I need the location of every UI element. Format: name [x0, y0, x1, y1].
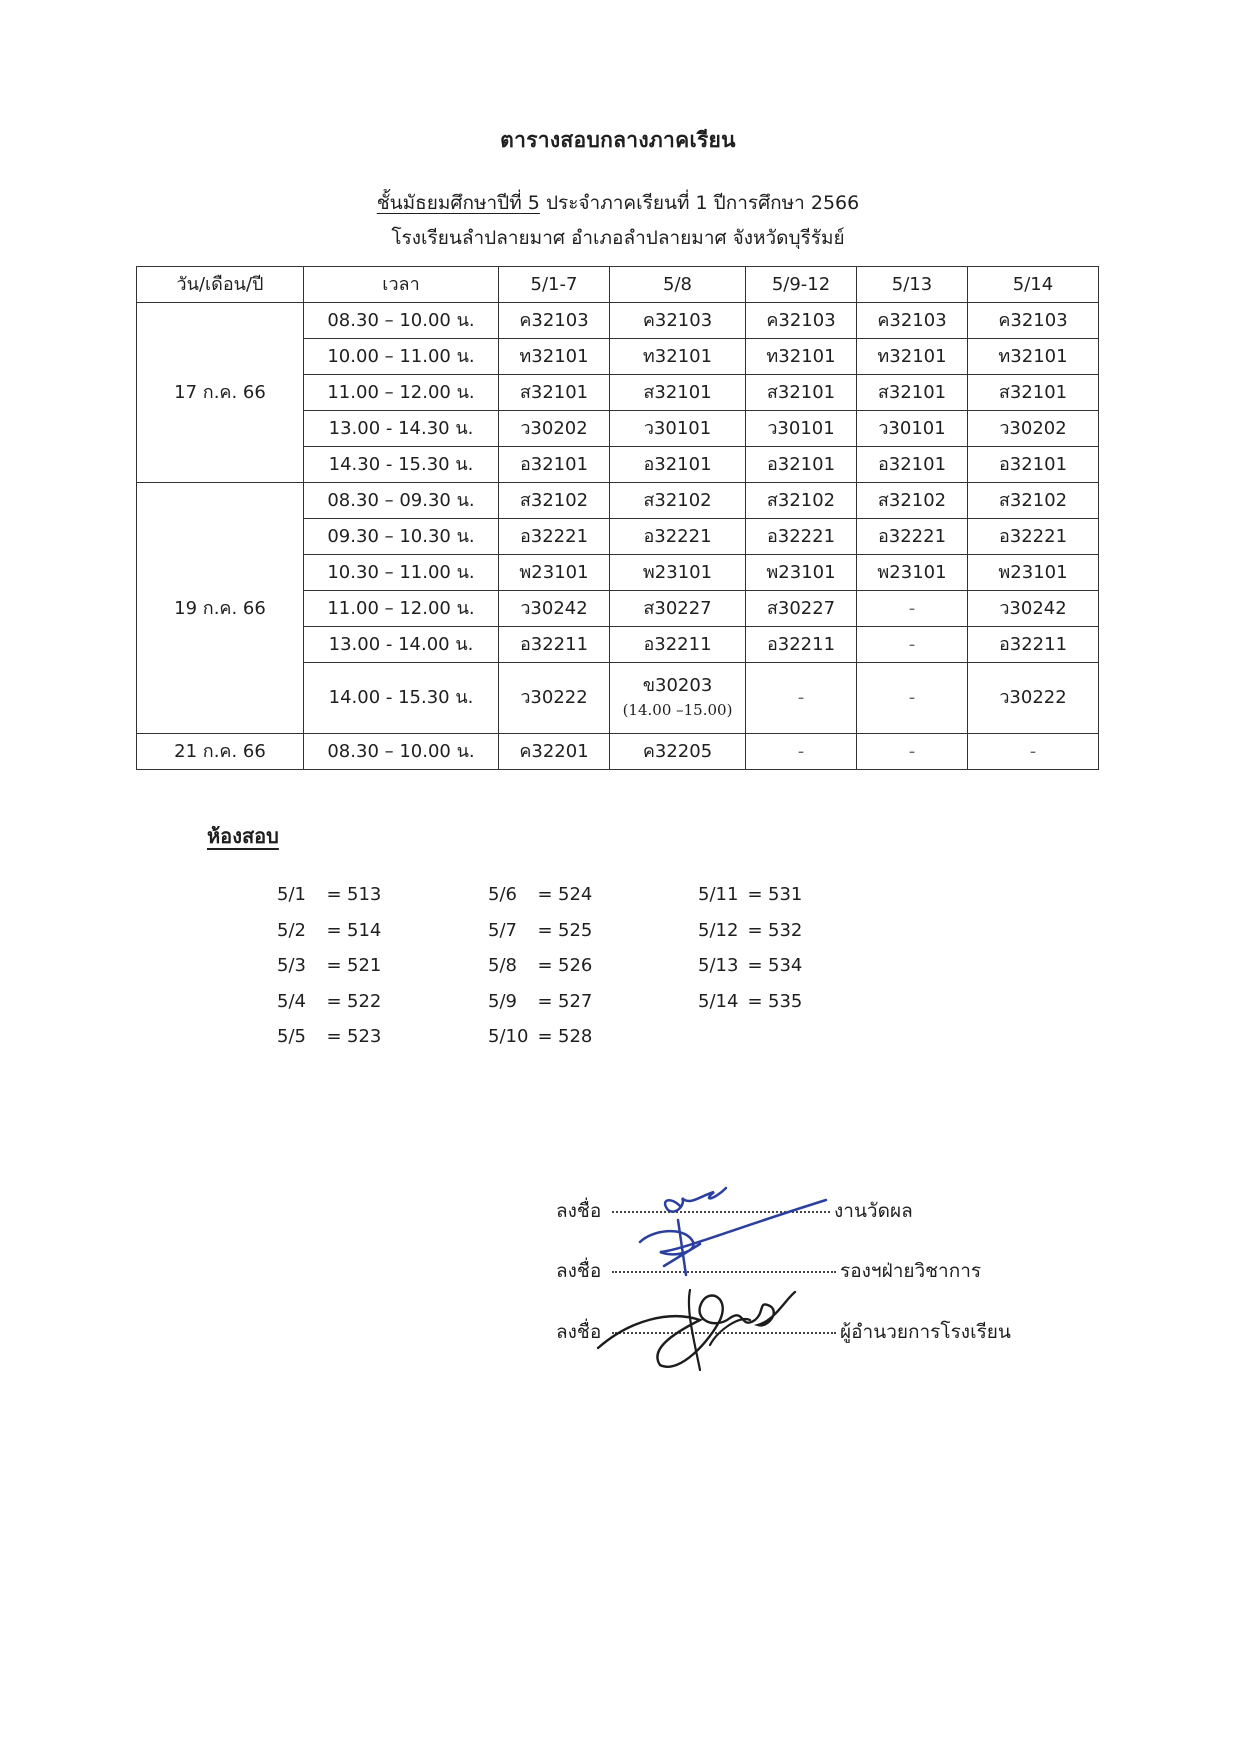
class-name: 5/10 [488, 1026, 529, 1047]
subject-code-cell: พ23101 [499, 555, 610, 591]
exam-date-cell: 21 ก.ค. 66 [137, 734, 304, 770]
exam-date-cell: 17 ก.ค. 66 [137, 303, 304, 483]
subject-code-cell: อ32221 [968, 519, 1099, 555]
room-number: 524 [558, 884, 593, 905]
subject-code-cell: อ32211 [499, 627, 610, 663]
exam-time-cell: 14.00 - 15.30 น. [304, 663, 499, 734]
subject-code-cell: ค32201 [499, 734, 610, 770]
room-number: 526 [558, 955, 593, 976]
table-row [137, 734, 1099, 770]
rooms-column [488, 884, 592, 1062]
subject-code-cell: ส32102 [610, 483, 746, 519]
subject-code-cell: อ32221 [499, 519, 610, 555]
subject-code-cell: ท32101 [610, 339, 746, 375]
subject-code-cell: ท32101 [857, 339, 968, 375]
subject-code-cell: ส32101 [746, 375, 857, 411]
column-header: เวลา [304, 267, 499, 303]
subject-code-cell: ว30202 [968, 411, 1099, 447]
equals-sign: = [747, 919, 763, 941]
subject-code-cell: อ32221 [610, 519, 746, 555]
class-name: 5/2 [277, 919, 306, 941]
room-number: 532 [768, 919, 803, 941]
subject-code-cell: อ32211 [746, 627, 857, 663]
column-header: วัน/เดือน/ปี [137, 267, 304, 303]
subject-code-cell: ว30222 [968, 663, 1099, 734]
equals-sign: = [537, 955, 553, 976]
subtitle-school: โรงเรียนลำปลายมาศ อำเภอลำปลายมาศ จังหวัดบุรีรัมย์ [391, 227, 845, 249]
room-entry [488, 920, 592, 956]
class-name: 5/8 [488, 955, 517, 976]
subject-code-cell [610, 663, 746, 734]
exam-time-cell: 11.00 – 12.00 น. [304, 591, 499, 627]
equals-sign: = [747, 990, 763, 1012]
room-number: 531 [768, 884, 803, 905]
room-entry [698, 920, 802, 956]
subject-code-cell: ค32103 [746, 303, 857, 339]
room-entry [698, 955, 802, 991]
subject-code-cell: ค32103 [857, 303, 968, 339]
subject-code-cell: ท32101 [968, 339, 1099, 375]
exam-time-cell: 11.00 – 12.00 น. [304, 375, 499, 411]
class-name: 5/6 [488, 884, 517, 905]
subject-code-cell: อ32101 [610, 447, 746, 483]
room-entry [698, 884, 802, 920]
signature-role: รองฯฝ่ายวิชาการ [840, 1260, 982, 1282]
class-name: 5/3 [277, 955, 306, 976]
room-number: 525 [558, 919, 593, 941]
class-name: 5/9 [488, 990, 517, 1012]
subtitle-grade-level: ชั้นมัธยมศึกษาปีที่ 5 [376, 192, 540, 214]
class-name: 5/1 [277, 884, 306, 905]
exam-time-cell: 13.00 - 14.30 น. [304, 411, 499, 447]
subject-code-cell: พ23101 [857, 555, 968, 591]
exam-time-cell: 10.30 – 11.00 น. [304, 555, 499, 591]
empty-cell: - [857, 591, 968, 627]
equals-sign: = [326, 1026, 342, 1047]
subject-code-cell: พ23101 [610, 555, 746, 591]
subject-code-cell: ว30101 [857, 411, 968, 447]
exam-time-cell: 09.30 – 10.30 น. [304, 519, 499, 555]
subject-code-cell: ว30101 [610, 411, 746, 447]
subject-code-cell: ว30101 [746, 411, 857, 447]
room-number: 528 [558, 1026, 593, 1047]
table-row [137, 483, 1099, 519]
empty-cell: - [857, 663, 968, 734]
room-number: 513 [347, 884, 382, 905]
exam-time-cell: 08.30 – 10.00 น. [304, 303, 499, 339]
room-entry [488, 991, 592, 1027]
class-name: 5/7 [488, 919, 517, 941]
room-entry [488, 884, 592, 920]
class-name: 5/13 [698, 955, 739, 976]
equals-sign: = [537, 884, 553, 905]
class-name: 5/4 [277, 990, 306, 1012]
exam-time-cell: 10.00 – 11.00 น. [304, 339, 499, 375]
subject-code-cell: ส32102 [746, 483, 857, 519]
class-name: 5/12 [698, 919, 739, 941]
column-header: 5/14 [968, 267, 1099, 303]
equals-sign: = [537, 1026, 553, 1047]
empty-cell: - [968, 734, 1099, 770]
exam-time-cell: 13.00 - 14.00 น. [304, 627, 499, 663]
subject-code-cell: อ32211 [968, 627, 1099, 663]
subject-code-cell: ว30242 [499, 591, 610, 627]
subject-code-cell: ส32102 [499, 483, 610, 519]
subject-code-cell: ส30227 [746, 591, 857, 627]
signatures-image [590, 1170, 830, 1380]
subject-code-cell: ค32103 [499, 303, 610, 339]
equals-sign: = [326, 884, 342, 905]
subject-code-cell: ว30222 [499, 663, 610, 734]
subject-code-cell: ส32101 [857, 375, 968, 411]
room-number: 527 [558, 990, 593, 1012]
room-number: 521 [347, 955, 382, 976]
page-title: ตารางสอบกลางภาคเรียน [500, 128, 736, 152]
room-number: 534 [768, 955, 803, 976]
room-entry [277, 1026, 381, 1062]
subject-time-note: (14.00 –15.00) [622, 701, 733, 719]
rooms-heading: ห้องสอบ [207, 824, 279, 848]
table-header-row [137, 267, 1099, 303]
subject-code-cell: อ32101 [857, 447, 968, 483]
equals-sign: = [537, 990, 553, 1012]
column-header: 5/1-7 [499, 267, 610, 303]
equals-sign: = [747, 884, 763, 905]
signature-label: ลงชื่อ [556, 1321, 602, 1343]
subject-code-cell: ค32103 [610, 303, 746, 339]
class-name: 5/14 [698, 990, 739, 1012]
room-entry [488, 1026, 592, 1062]
subject-code-cell: ค32103 [968, 303, 1099, 339]
subject-code: ข30203 [642, 675, 713, 696]
exam-time-cell: 08.30 – 10.00 น. [304, 734, 499, 770]
empty-cell: - [857, 627, 968, 663]
subject-code-cell: ท32101 [499, 339, 610, 375]
signature-role: งานวัดผล [834, 1200, 913, 1222]
room-entry [277, 884, 381, 920]
equals-sign: = [537, 919, 553, 941]
subject-code-cell: ส32101 [610, 375, 746, 411]
class-name: 5/11 [698, 884, 739, 905]
subject-code-cell: อ32211 [610, 627, 746, 663]
subject-code-cell: ท32101 [746, 339, 857, 375]
subtitle-grade [0, 188, 1236, 218]
empty-cell: - [746, 663, 857, 734]
rooms-column [277, 884, 381, 1062]
subject-code-cell: ค32205 [610, 734, 746, 770]
equals-sign: = [326, 990, 342, 1012]
equals-sign: = [326, 919, 342, 941]
subject-code-cell: ว30242 [968, 591, 1099, 627]
column-header: 5/9-12 [746, 267, 857, 303]
signature-stroke-4 [689, 1290, 750, 1370]
empty-cell: - [746, 734, 857, 770]
subject-code-cell: ว30202 [499, 411, 610, 447]
subject-code-cell: อ32221 [857, 519, 968, 555]
room-number: 514 [347, 919, 382, 941]
exam-time-cell: 14.30 - 15.30 น. [304, 447, 499, 483]
room-entry [488, 955, 592, 991]
equals-sign: = [326, 955, 342, 976]
room-entry [277, 955, 381, 991]
subject-code-cell: ส32102 [857, 483, 968, 519]
signature-role: ผู้อำนวยการโรงเรียน [840, 1321, 1011, 1343]
room-entry [698, 991, 802, 1027]
room-entry [277, 991, 381, 1027]
room-number: 535 [768, 990, 803, 1012]
exam-date-cell: 19 ก.ค. 66 [137, 483, 304, 734]
room-number: 522 [347, 990, 382, 1012]
subject-code-cell: ส30227 [610, 591, 746, 627]
subject-code-cell: อ32221 [746, 519, 857, 555]
room-number: 523 [347, 1026, 382, 1047]
equals-sign: = [747, 955, 763, 976]
signature-stroke-1 [665, 1188, 726, 1212]
subject-code-cell: ส32101 [499, 375, 610, 411]
exam-schedule-table [136, 266, 1099, 770]
column-header: 5/8 [610, 267, 746, 303]
subtitle-term: ประจำภาคเรียนที่ 1 ปีการศึกษา 2566 [545, 192, 860, 214]
signature-label: ลงชื่อ [556, 1200, 602, 1222]
subject-code-cell: อ32101 [499, 447, 610, 483]
subject-code-cell: ส32101 [968, 375, 1099, 411]
table-row [137, 303, 1099, 339]
column-header: 5/13 [857, 267, 968, 303]
subject-code-cell: อ32101 [968, 447, 1099, 483]
rooms-column [698, 884, 802, 1026]
subject-code-cell: อ32101 [746, 447, 857, 483]
subject-code-cell: พ23101 [746, 555, 857, 591]
exam-time-cell: 08.30 – 09.30 น. [304, 483, 499, 519]
class-name: 5/5 [277, 1026, 306, 1047]
subject-code-cell: ส32102 [968, 483, 1099, 519]
subject-code-cell: พ23101 [968, 555, 1099, 591]
room-entry [277, 920, 381, 956]
signature-label: ลงชื่อ [556, 1260, 602, 1282]
empty-cell: - [857, 734, 968, 770]
